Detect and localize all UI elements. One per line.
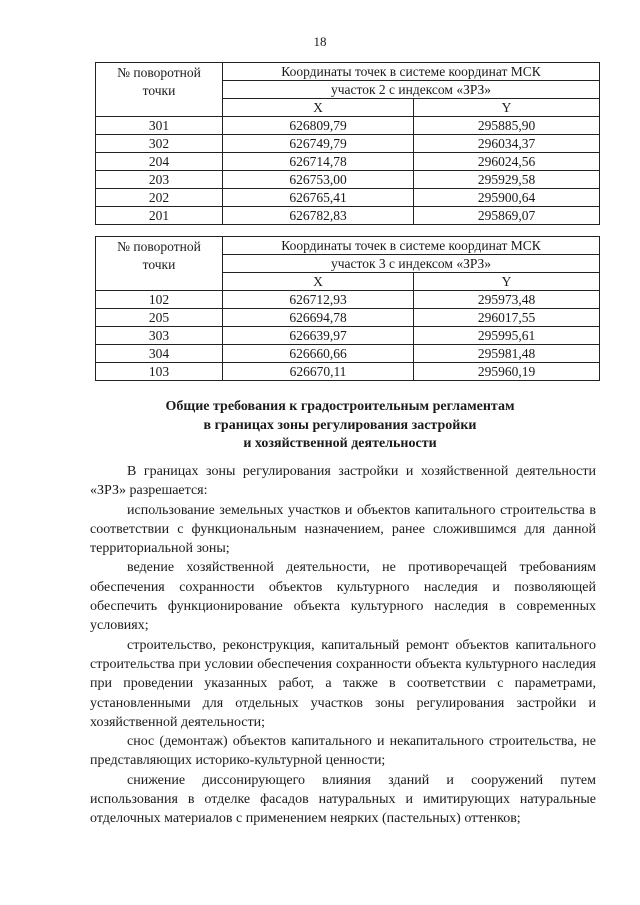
cell-point: 103: [96, 363, 223, 381]
header-plot-name: участок 2 с индексом «ЗРЗ»: [223, 81, 600, 99]
table-row: [96, 135, 600, 153]
body-text: [90, 462, 596, 829]
heading-line: Общие требования к градостроительным регламентам: [165, 399, 515, 414]
section-heading: [80, 398, 600, 454]
header-y: Y: [414, 99, 600, 117]
cell-x: 626694,78: [223, 309, 414, 327]
cell-y: 295960,19: [414, 363, 600, 381]
paragraph: ведение хозяйственной деятельности, не противоречащей требованиям обеспечения сохранности объектов культурного наследия и позволяющей обеспечить функционирование объекта культурного наследия в современных условиях;: [90, 560, 596, 634]
table-header-row: [96, 63, 600, 81]
cell-y: 295995,61: [414, 327, 600, 345]
cell-y: 296034,37: [414, 135, 600, 153]
table-header-row: [96, 237, 600, 255]
table-row: [96, 153, 600, 171]
cell-x: 626809,79: [223, 117, 414, 135]
table-row: [96, 117, 600, 135]
paragraph: снижение диссонирующего влияния зданий и сооружений путем использования в отделке фасадов натуральных и имитирующих натуральные отделочных материалов с применением неярких (пастельных) оттенков;: [90, 772, 596, 827]
table-row: [96, 171, 600, 189]
cell-y: 295900,64: [414, 189, 600, 207]
header-point-number: № поворотной точки: [96, 237, 223, 291]
header-coordinate-system: Координаты точек в системе координат МСК: [223, 237, 600, 255]
cell-point: 204: [96, 153, 223, 171]
paragraph: строительство, реконструкция, капитальный ремонт объектов капитального строительства при условии обеспечения сохранности объекта культурного наследия при проведении указанных работ, а также в соответствии с параметрами, установленными для отдельных участков зоны регулирования застройки и хозяйственной деятельности;: [90, 637, 596, 730]
header-plot-name: участок 3 с индексом «ЗРЗ»: [223, 255, 600, 273]
cell-x: 626660,66: [223, 345, 414, 363]
cell-point: 205: [96, 309, 223, 327]
cell-point: 203: [96, 171, 223, 189]
cell-x: 626712,93: [223, 291, 414, 309]
cell-point: 201: [96, 207, 223, 225]
cell-x: 626765,41: [223, 189, 414, 207]
cell-x: 626753,00: [223, 171, 414, 189]
cell-y: 295929,58: [414, 171, 600, 189]
header-point-number: № поворотной точки: [96, 63, 223, 117]
table-row: [96, 207, 600, 225]
table-row: [96, 327, 600, 345]
header-y: Y: [414, 273, 600, 291]
cell-y: 295981,48: [414, 345, 600, 363]
header-coordinate-system: Координаты точек в системе координат МСК: [223, 63, 600, 81]
cell-x: 626670,11: [223, 363, 414, 381]
heading-line: и хозяйственной деятельности: [243, 436, 437, 451]
coordinates-table-plot-2: [95, 62, 600, 225]
header-x: X: [223, 273, 414, 291]
cell-x: 626749,79: [223, 135, 414, 153]
heading-line: в границах зоны регулирования застройки: [203, 417, 477, 433]
paragraph: В границах зоны регулирования застройки и хозяйственной деятельности «ЗРЗ» разрешается:: [90, 464, 596, 499]
cell-point: 302: [96, 135, 223, 153]
cell-point: 304: [96, 345, 223, 363]
cell-y: 296024,56: [414, 153, 600, 171]
cell-y: 296017,55: [414, 309, 600, 327]
paragraph: использование земельных участков и объектов капитального строительства в соответствии с функциональным назначением, ранее сложившимся для данной территориальной зоны;: [90, 502, 596, 557]
coordinates-table-plot-3: [95, 236, 600, 381]
cell-x: 626714,78: [223, 153, 414, 171]
table-row: [96, 309, 600, 327]
cell-x: 626639,97: [223, 327, 414, 345]
cell-y: 295869,07: [414, 207, 600, 225]
cell-point: 301: [96, 117, 223, 135]
cell-y: 295885,90: [414, 117, 600, 135]
cell-x: 626782,83: [223, 207, 414, 225]
page-number: 18: [313, 34, 327, 49]
cell-point: 102: [96, 291, 223, 309]
table-row: [96, 291, 600, 309]
cell-point: 202: [96, 189, 223, 207]
table-row: [96, 189, 600, 207]
table-row: [96, 363, 600, 381]
cell-y: 295973,48: [414, 291, 600, 309]
paragraph: снос (демонтаж) объектов капитального и некапитального строительства, не представляющих историко-культурной ценности;: [90, 734, 596, 769]
cell-point: 303: [96, 327, 223, 345]
header-x: X: [223, 99, 414, 117]
table-row: [96, 345, 600, 363]
